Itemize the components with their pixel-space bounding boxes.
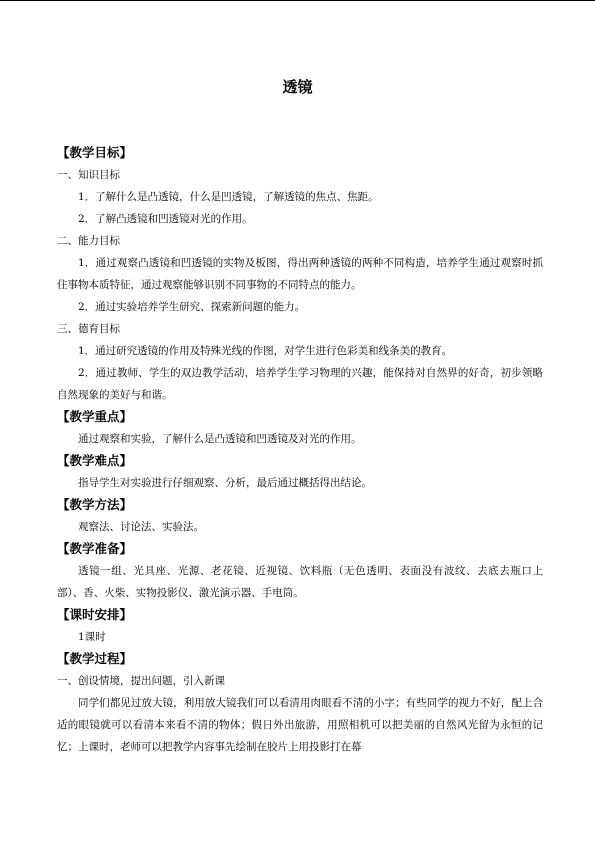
ability-item-1: 1．通过观察凸透镜和凹透镜的实物及板图，得出两种透镜的两种不同构造，培养学生通过观察时抓住事物本质特征，通过观察能够识别不同事物的不同特点的能力。 (57, 257, 543, 291)
section-heading-method: 【教学方法】 (57, 497, 133, 512)
page-title: 透镜 (282, 78, 313, 96)
top-rule (0, 0, 595, 1)
section-heading-schedule: 【课时安排】 (57, 607, 133, 622)
focus-text: 通过观察和实验，了解什么是凸透镜和凹透镜及对光的作用。 (78, 433, 362, 445)
preparation-text: 透镜一组、光具座、光源、老花镜、近视镜、饮料瓶（无色透明、表面没有波纹、去底去瓶口上部）、香、火柴、实物投影仪、激光演示器、手电筒。 (57, 565, 543, 599)
section-heading-difficulty: 【教学难点】 (57, 453, 133, 468)
ability-item-2: 2．通过实验培养学生研究、探索新问题的能力。 (78, 301, 306, 313)
process-step-1: 一、创设情境，提出问题，引入新课 (57, 675, 225, 687)
section-heading-focus: 【教学重点】 (57, 409, 133, 424)
subsection-moral: 三、德育目标 (57, 323, 120, 335)
moral-item-2: 2．通过教师、学生的双边教学活动，培养学生学习物理的兴趣，能保持对自然界的好奇，初步领略自然现象的美好与和谐。 (57, 367, 543, 401)
knowledge-item-1: 1．了解什么是凸透镜，什么是凹透镜，了解透镜的焦点、焦距。 (78, 191, 379, 203)
section-heading-process: 【教学过程】 (57, 651, 133, 666)
subsection-ability: 二、能力目标 (57, 235, 120, 247)
document-body (57, 142, 543, 758)
subsection-knowledge: 一、知识目标 (57, 169, 120, 181)
difficulty-text: 指导学生对实验进行仔细观察、分析，最后通过概括得出结论。 (78, 477, 372, 489)
moral-item-1: 1．通过研究透镜的作用及特殊光线的作图，对学生进行色彩美和线条美的教育。 (78, 345, 453, 357)
schedule-text: 1课时 (78, 631, 106, 643)
section-heading-preparation: 【教学准备】 (57, 541, 133, 556)
process-text: 同学们都见过放大镜，利用放大镜我们可以看清用肉眼看不清的小字；有些同学的视力不好，配上合适的眼镜就可以看清本来看不清的物体；假日外出旅游，用照相机可以把美丽的自然风光留为永恒的记忆；上课时，老师可以把教学内容事先绘制在胶片上用投影打在幕 (57, 697, 543, 753)
method-text: 观察法、讨论法、实验法。 (78, 521, 204, 533)
section-heading-goals: 【教学目标】 (57, 145, 133, 160)
knowledge-item-2: 2．了解凸透镜和凹透镜对光的作用。 (78, 213, 253, 225)
